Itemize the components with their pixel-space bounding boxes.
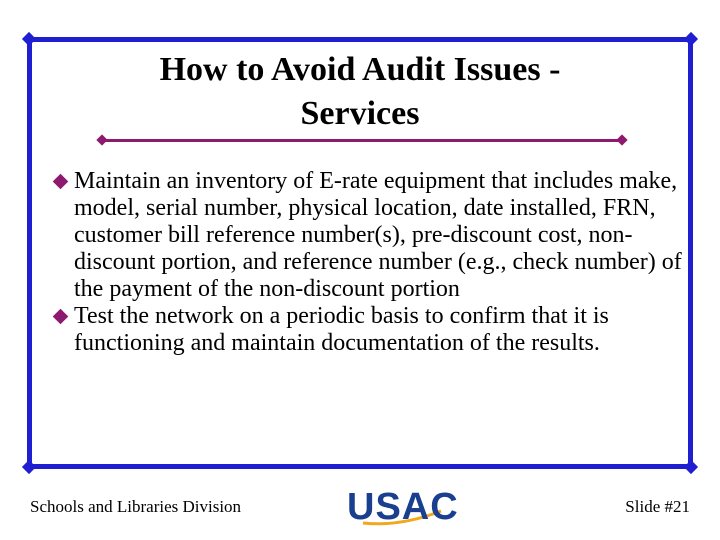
frame-top-border [27, 37, 693, 42]
title-underline [102, 139, 622, 142]
usac-logo [345, 483, 459, 529]
footer-division: Schools and Libraries Division [30, 497, 242, 516]
title-line-1: How to Avoid Audit Issues - [159, 51, 561, 88]
corner-diamond-icon [22, 460, 36, 474]
corner-diamond-icon [684, 32, 698, 46]
bullet-item [52, 168, 682, 303]
frame-right-border [688, 37, 693, 469]
diamond-bullet-icon [53, 174, 69, 190]
frame-left-border [27, 37, 32, 469]
corner-diamond-icon [684, 460, 698, 474]
bullet-item [52, 303, 682, 357]
corner-diamond-icon [22, 32, 36, 46]
bullet-list [52, 168, 682, 357]
logo-text: USAC [347, 486, 459, 528]
slide-number: Slide #21 [625, 497, 690, 516]
diamond-bullet-icon [53, 309, 69, 325]
usac-logo-icon [345, 483, 459, 529]
frame-bottom-border [27, 464, 693, 469]
bullet-text: Maintain an inventory of E-rate equipment that includes make, model, serial number, physical location, date installed, FRN, customer bill reference number(s), pre-discount cost, non-discount portion, and reference number (e.g., check number) of the payment of the non-discount portion [74, 168, 682, 302]
bullet-text: Test the network on a periodic basis to confirm that it is functioning and maintain documentation of the results. [74, 303, 609, 356]
slide-title [40, 48, 680, 136]
title-line-2: Services [300, 95, 420, 133]
